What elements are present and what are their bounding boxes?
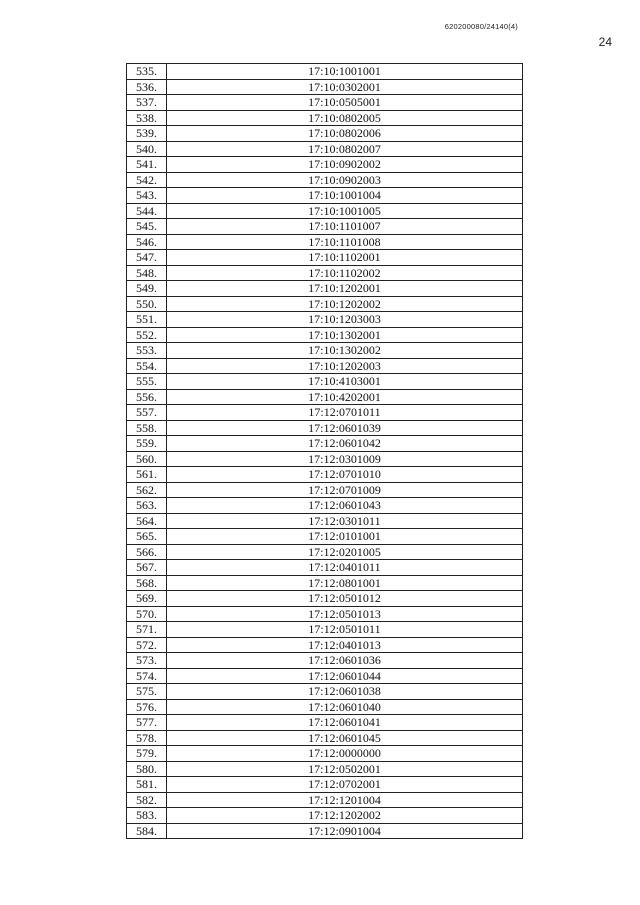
cadastral-code-cell: 17:10:1101008	[167, 234, 523, 250]
cadastral-code-cell: 17:12:0101001	[167, 529, 523, 545]
row-number-cell: 562.	[127, 482, 167, 498]
cadastral-code-cell: 17:10:1203003	[167, 312, 523, 328]
table-row	[127, 234, 523, 250]
table-row	[127, 343, 523, 359]
table-row	[127, 157, 523, 173]
row-number-cell: 554.	[127, 358, 167, 374]
row-number-cell: 574.	[127, 668, 167, 684]
row-number-cell: 537.	[127, 95, 167, 111]
table-row	[127, 389, 523, 405]
cadastral-code-cell: 17:10:4103001	[167, 374, 523, 390]
table-row	[127, 265, 523, 281]
row-number-cell: 541.	[127, 157, 167, 173]
table-row	[127, 653, 523, 669]
row-number-cell: 571.	[127, 622, 167, 638]
table-row	[127, 808, 523, 824]
table-row	[127, 110, 523, 126]
cadastral-code-cell: 17:12:0201005	[167, 544, 523, 560]
table-row	[127, 606, 523, 622]
cadastral-code-cell: 17:12:0501012	[167, 591, 523, 607]
cadastral-code-cell: 17:10:1001001	[167, 64, 523, 80]
cadastral-code-cell: 17:12:0601042	[167, 436, 523, 452]
table-row	[127, 203, 523, 219]
table-row	[127, 467, 523, 483]
table-row	[127, 219, 523, 235]
table-row	[127, 529, 523, 545]
row-number-cell: 583.	[127, 808, 167, 824]
cadastral-code-cell: 17:12:0501011	[167, 622, 523, 638]
cadastral-code-cell: 17:12:0601043	[167, 498, 523, 514]
cadastral-code-cell: 17:12:0301009	[167, 451, 523, 467]
cadastral-code-cell: 17:10:1102001	[167, 250, 523, 266]
row-number-cell: 568.	[127, 575, 167, 591]
table-row	[127, 777, 523, 793]
row-number-cell: 577.	[127, 715, 167, 731]
cadastral-code-cell: 17:10:0902003	[167, 172, 523, 188]
table-row	[127, 637, 523, 653]
table-row	[127, 296, 523, 312]
table-row	[127, 761, 523, 777]
cadastral-code-cell: 17:10:0505001	[167, 95, 523, 111]
row-number-cell: 582.	[127, 792, 167, 808]
cadastral-code-cell: 17:10:0802005	[167, 110, 523, 126]
table-row	[127, 250, 523, 266]
cadastral-code-cell: 17:10:0902002	[167, 157, 523, 173]
table-row	[127, 141, 523, 157]
table-row	[127, 513, 523, 529]
row-number-cell: 535.	[127, 64, 167, 80]
row-number-cell: 551.	[127, 312, 167, 328]
row-number-cell: 540.	[127, 141, 167, 157]
row-number-cell: 565.	[127, 529, 167, 545]
table-row	[127, 451, 523, 467]
row-number-cell: 547.	[127, 250, 167, 266]
table-row	[127, 172, 523, 188]
row-number-cell: 564.	[127, 513, 167, 529]
table-row	[127, 560, 523, 576]
cadastral-code-cell: 17:12:0401013	[167, 637, 523, 653]
cadastral-code-cell: 17:12:0601041	[167, 715, 523, 731]
row-number-cell: 578.	[127, 730, 167, 746]
row-number-cell: 563.	[127, 498, 167, 514]
table-row	[127, 358, 523, 374]
cadastral-code-cell: 17:12:0901004	[167, 823, 523, 839]
table-row	[127, 730, 523, 746]
cadastral-code-cell: 17:10:0802007	[167, 141, 523, 157]
table-row	[127, 498, 523, 514]
cadastral-code-cell: 17:12:0701009	[167, 482, 523, 498]
page-number: 24	[598, 35, 612, 49]
row-number-cell: 549.	[127, 281, 167, 297]
cadastral-code-cell: 17:10:1202002	[167, 296, 523, 312]
row-number-cell: 570.	[127, 606, 167, 622]
table-row	[127, 126, 523, 142]
cadastral-code-cell: 17:12:0601040	[167, 699, 523, 715]
row-number-cell: 556.	[127, 389, 167, 405]
row-number-cell: 584.	[127, 823, 167, 839]
row-number-cell: 539.	[127, 126, 167, 142]
cadastral-code-cell: 17:10:1102002	[167, 265, 523, 281]
cadastral-code-cell: 17:12:0701010	[167, 467, 523, 483]
cadastral-code-cell: 17:12:0601045	[167, 730, 523, 746]
row-number-cell: 555.	[127, 374, 167, 390]
cadastral-code-cell: 17:12:0601044	[167, 668, 523, 684]
cadastral-code-cell: 17:12:0000000	[167, 746, 523, 762]
cadastral-code-cell: 17:12:0601039	[167, 420, 523, 436]
row-number-cell: 561.	[127, 467, 167, 483]
table-row	[127, 374, 523, 390]
table-row	[127, 188, 523, 204]
table-row	[127, 327, 523, 343]
cadastral-code-cell: 17:12:0501013	[167, 606, 523, 622]
table-row	[127, 420, 523, 436]
row-number-cell: 552.	[127, 327, 167, 343]
table-row	[127, 64, 523, 80]
table-row	[127, 405, 523, 421]
table-row	[127, 684, 523, 700]
table-row	[127, 792, 523, 808]
row-number-cell: 542.	[127, 172, 167, 188]
row-number-cell: 573.	[127, 653, 167, 669]
row-number-cell: 557.	[127, 405, 167, 421]
cadastral-code-cell: 17:10:1202003	[167, 358, 523, 374]
cadastral-code-cell: 17:12:0601036	[167, 653, 523, 669]
table-row	[127, 668, 523, 684]
row-number-cell: 575.	[127, 684, 167, 700]
table-row	[127, 95, 523, 111]
cadastral-code-cell: 17:12:0701011	[167, 405, 523, 421]
table-row	[127, 575, 523, 591]
row-number-cell: 581.	[127, 777, 167, 793]
cadastral-code-cell: 17:12:0401011	[167, 560, 523, 576]
cadastral-code-cell: 17:12:1202002	[167, 808, 523, 824]
row-number-cell: 559.	[127, 436, 167, 452]
row-number-cell: 560.	[127, 451, 167, 467]
cadastral-code-cell: 17:12:0601038	[167, 684, 523, 700]
row-number-cell: 546.	[127, 234, 167, 250]
cadastral-code-cell: 17:12:1201004	[167, 792, 523, 808]
cadastral-code-cell: 17:10:0302001	[167, 79, 523, 95]
row-number-cell: 572.	[127, 637, 167, 653]
table-row	[127, 312, 523, 328]
row-number-cell: 567.	[127, 560, 167, 576]
row-number-cell: 558.	[127, 420, 167, 436]
cadastral-code-cell: 17:10:1202001	[167, 281, 523, 297]
document-id: 620200080/24140(4)	[444, 22, 518, 31]
row-number-cell: 579.	[127, 746, 167, 762]
row-number-cell: 548.	[127, 265, 167, 281]
row-number-cell: 536.	[127, 79, 167, 95]
cadastral-code-cell: 17:10:1101007	[167, 219, 523, 235]
table-row	[127, 823, 523, 839]
table-row	[127, 591, 523, 607]
row-number-cell: 550.	[127, 296, 167, 312]
cadastral-code-cell: 17:12:0801001	[167, 575, 523, 591]
records-table	[126, 63, 523, 839]
table-row	[127, 436, 523, 452]
row-number-cell: 576.	[127, 699, 167, 715]
row-number-cell: 545.	[127, 219, 167, 235]
table-row	[127, 79, 523, 95]
table-row	[127, 622, 523, 638]
row-number-cell: 566.	[127, 544, 167, 560]
row-number-cell: 538.	[127, 110, 167, 126]
cadastral-code-cell: 17:10:0802006	[167, 126, 523, 142]
cadastral-code-cell: 17:12:0301011	[167, 513, 523, 529]
row-number-cell: 543.	[127, 188, 167, 204]
table-row	[127, 699, 523, 715]
cadastral-code-cell: 17:12:0702001	[167, 777, 523, 793]
table-row	[127, 281, 523, 297]
table-row	[127, 746, 523, 762]
row-number-cell: 544.	[127, 203, 167, 219]
table-row	[127, 544, 523, 560]
table-row	[127, 482, 523, 498]
cadastral-code-cell: 17:10:1302002	[167, 343, 523, 359]
table-row	[127, 715, 523, 731]
cadastral-code-cell: 17:10:1001004	[167, 188, 523, 204]
cadastral-code-cell: 17:10:4202001	[167, 389, 523, 405]
row-number-cell: 569.	[127, 591, 167, 607]
row-number-cell: 553.	[127, 343, 167, 359]
cadastral-code-cell: 17:12:0502001	[167, 761, 523, 777]
row-number-cell: 580.	[127, 761, 167, 777]
cadastral-code-cell: 17:10:1001005	[167, 203, 523, 219]
records-table-body	[127, 64, 523, 839]
cadastral-code-cell: 17:10:1302001	[167, 327, 523, 343]
